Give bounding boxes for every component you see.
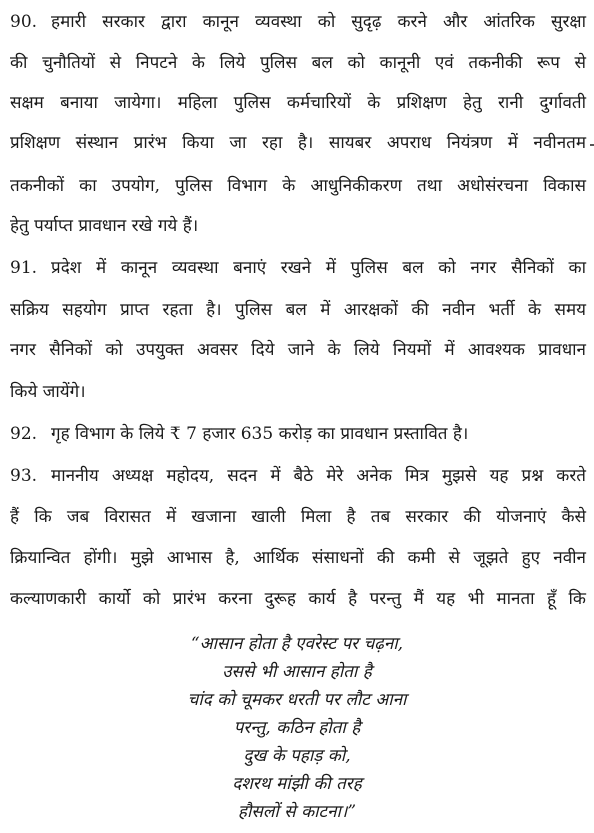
paragraph-number: 93. (10, 466, 38, 486)
paragraph-number: 91. (10, 258, 38, 278)
poem-line-7: हौसलों से काटना।” (237, 802, 357, 822)
paragraph-90-line-3: सक्षम बनाया जायेगा। महिला पुलिस कर्मचारियों के प्रशिक्षण हेतु रानी दुर्गावती (10, 93, 586, 113)
paragraph-90-line-4: प्रशिक्षण संस्थान प्रारंभ किया जा रहा है। सायबर अपराध नियंत्रण में नवीनतम (10, 133, 586, 153)
paragraph-91-line-3: नगर सैनिकों को उपयुक्त अवसर दिये जाने के लिये नियमों में आवश्यक प्रावधान (10, 340, 586, 360)
paragraph-93-line-3: क्रियान्वित होंगी। मुझे आभास है, आर्थिक संसाधनों की कमी से जूझते हुए नवीन (10, 548, 586, 568)
paragraph-91-line-1 (10, 258, 586, 278)
paragraph-92-line-1 (10, 424, 586, 444)
paragraph-90-line-2: की चुनौतियों से निपटने के लिये पुलिस बल को कानूनी एवं तकनीकी रूप से (10, 53, 586, 73)
paragraph-93-line-2: हैं कि जब विरासत में खजाना खाली मिला है तब सरकार की योजनाएं कैसे (10, 507, 586, 527)
poem-line-6: दशरथ मांझी की तरह (232, 774, 362, 794)
line-text: गृह विभाग के लिये ₹ 7 हजार 635 करोड़ का प्रावधान प्रस्तावित है। (51, 424, 469, 444)
line-text: प्रदेश में कानून व्यवस्था बनाएं रखने में पुलिस बल को नगर सैनिकों का (51, 258, 586, 278)
margin-mark (590, 144, 594, 146)
paragraph-number: 90. (10, 12, 38, 32)
poem-line-3: चांद को चूमकर धरती पर लौट आना (187, 690, 407, 710)
paragraph-91-line-4: किये जायेंगे। (10, 382, 86, 402)
paragraph-93-line-1 (10, 466, 586, 486)
poem-line-1: “आसान होता है एवरेस्ट पर चढ़ना, (190, 634, 404, 654)
line-text: हमारी सरकार द्वारा कानून व्यवस्था को सुदृढ़ करने और आंतरिक सुरक्षा (51, 12, 586, 32)
paragraph-91-line-2: सक्रिय सहयोग प्राप्त रहता है। पुलिस बल में आरक्षकों की नवीन भर्ती के समय (10, 300, 586, 320)
poem-line-4: परन्तु, कठिन होता है (233, 718, 361, 738)
paragraph-93-line-4: कल्याणकारी कार्यो को प्रारंभ करना दुरूह कार्य है परन्तु मैं यह भी मानता हूँ कि (10, 589, 586, 609)
poem-line-2: उससे भी आसान होता है (222, 662, 372, 682)
paragraph-number: 92. (10, 424, 38, 444)
paragraph-90-line-6: हेतु पर्याप्त प्रावधान रखे गये हैं। (10, 216, 199, 236)
paragraph-90-line-1 (10, 12, 586, 32)
paragraph-90-line-5: तकनीकों का उपयोग, पुलिस विभाग के आधुनिकीकरण तथा अधोसंरचना विकास (10, 176, 586, 196)
line-text: माननीय अध्यक्ष महोदय, सदन में बैठे मेरे अनेक मित्र मुझसे यह प्रश्न करते (51, 466, 586, 486)
poem-line-5: दुख के पहाड़ को, (243, 746, 351, 766)
